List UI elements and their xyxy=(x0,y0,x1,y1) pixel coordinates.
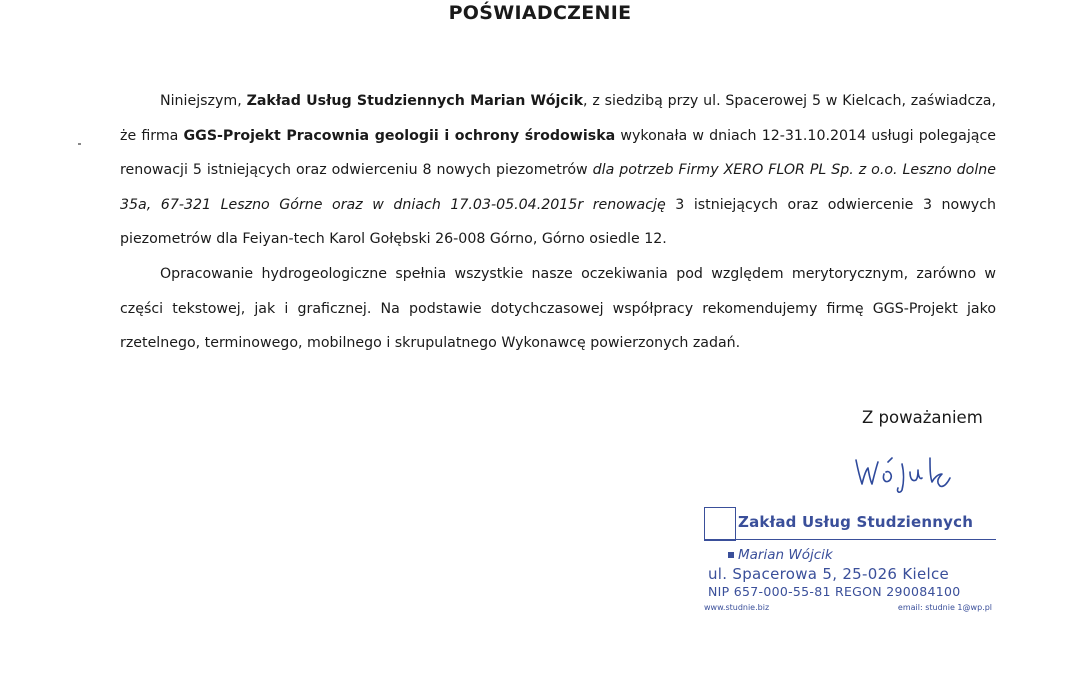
stamp-address: ul. Spacerowa 5, 25-026 Kielce xyxy=(708,565,950,583)
stamp-owner-line xyxy=(728,547,833,563)
scan-speck xyxy=(78,143,81,145)
contractor-name-bold: GGS-Projekt Pracownia geologii i ochrony środowiska xyxy=(183,127,616,144)
stamp-email: email: studnie 1@wp.pl xyxy=(897,603,992,612)
p1-text-3: wykonała w dniach 12-31.10.2014 usługi polegające renowacji 5 istniejących oraz odwierceniu 8 nowych piezometrów xyxy=(120,127,996,179)
stamp-ids: NIP 657-000-55-81 REGON 290084100 xyxy=(708,584,961,599)
stamp-owner: Marian Wójcik xyxy=(738,547,833,563)
paragraph-1 xyxy=(120,84,996,257)
document-body xyxy=(120,84,996,361)
handwritten-signature xyxy=(852,450,962,496)
stamp-company: Zakład Usług Studziennych xyxy=(738,513,974,531)
company-name-bold: Zakład Usług Studziennych Marian Wójcik xyxy=(246,93,584,109)
stamp-website: www.studnie.biz xyxy=(704,603,770,612)
closing-salutation: Z poważaniem xyxy=(862,408,983,427)
p1-italic: dla potrzeb Firmy XERO FLOR PL Sp. z o.o. Leszno dolne 35a, 67-321 Leszno Górne oraz w dniach 17.03-05.04.2015r renowację xyxy=(120,162,996,213)
square-bullet-icon xyxy=(728,552,734,558)
paragraph-2: Opracowanie hydrogeologiczne spełnia wszystkie nasze oczekiwania pod względem merytorycznym, zarówno w części tekstowej, jak i graficznej. Na podstawie dotychczasowej współpracy rekomendujemy firmę GGS-Projekt jako rzetelnego, terminowego, mobilnego i skrupulatnego Wykonawcę powierzonych zadań. xyxy=(120,265,996,352)
p1-text-4: 3 istniejących oraz odwiercenie 3 nowych piezometrów dla Feiyan-tech Karol Gołębski 26-008 Górno, Górno osiedle 12. xyxy=(120,196,996,248)
p1-text-1: Niniejszym, xyxy=(160,93,247,109)
p1-text-2: , z siedzibą przy ul. Spacerowej 5 w Kielcach, zaświadcza, że firma xyxy=(120,93,997,144)
document-title: POŚWIADCZENIE xyxy=(448,2,632,24)
stamp-contacts xyxy=(704,603,992,612)
stamp-divider xyxy=(704,539,996,540)
company-stamp xyxy=(704,505,1004,625)
stamp-frame xyxy=(704,507,736,541)
